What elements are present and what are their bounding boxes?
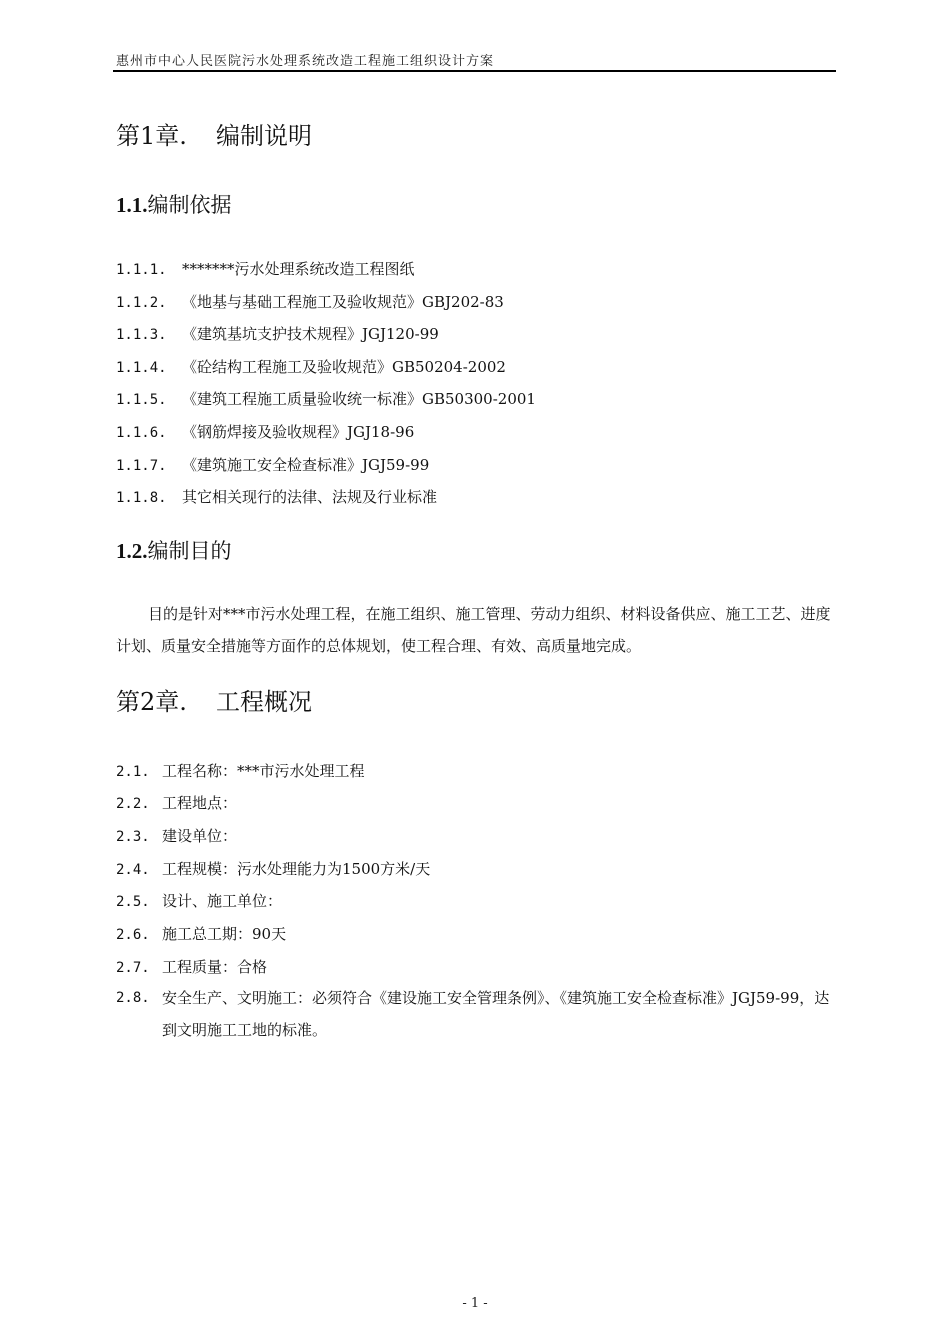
chapter-1-heading xyxy=(116,116,312,151)
item-number: 2.2. xyxy=(116,796,150,812)
item-text: 工程规模：污水处理能力为1500方米/天 xyxy=(162,860,431,878)
item-number: 2.8. xyxy=(116,990,150,1006)
list-item xyxy=(116,956,267,977)
item-number: 1.1.7. xyxy=(116,458,167,474)
chapter-number: 第1章. xyxy=(116,122,187,150)
item-text: 《建筑工程施工质量验收统一标准》GB50300-2001 xyxy=(182,390,536,408)
running-header: 惠州市中心人民医院污水处理系统改造工程施工组织设计方案 xyxy=(116,54,495,69)
item-text: 《建筑基坑支护技术规程》JGJ120-99 xyxy=(182,325,439,343)
item-text: 设计、施工单位： xyxy=(162,892,283,910)
list-item xyxy=(116,356,506,377)
item-number: 2.5. xyxy=(116,894,150,910)
item-number: 2.7. xyxy=(116,960,150,976)
item-text: 工程地点： xyxy=(162,794,238,812)
list-item xyxy=(116,323,439,344)
section-title: 编制目的 xyxy=(147,539,232,563)
list-item xyxy=(116,388,536,409)
item-text: 工程质量：合格 xyxy=(162,958,268,976)
body-paragraph: 目的是针对***市污水处理工程，在施工组织、施工管理、劳动力组织、材料设备供应、施工工艺、进度计划、质量安全措施等方面作的总体规划，使工程合理、有效、高质量地完成。 xyxy=(116,605,831,655)
item-number: 2.4. xyxy=(116,862,150,878)
item-text: 《钢筋焊接及验收规程》JGJ18-96 xyxy=(182,423,415,441)
section-1-1-heading xyxy=(116,189,232,219)
list-item xyxy=(116,792,237,813)
item-text: 工程名称：***市污水处理工程 xyxy=(162,762,365,780)
section-number: 1.2. xyxy=(116,539,148,563)
section-1-2-heading xyxy=(116,535,232,565)
section-title: 编制依据 xyxy=(147,193,232,217)
item-number: 1.1.4. xyxy=(116,360,167,376)
item-number: 1.1.5. xyxy=(116,392,167,408)
section-number: 1.1. xyxy=(116,193,148,217)
list-item xyxy=(116,858,430,879)
chapter-2-heading xyxy=(116,682,312,717)
chapter-title: 编制说明 xyxy=(216,122,312,150)
list-item xyxy=(116,825,237,846)
list-item xyxy=(116,291,504,312)
list-item xyxy=(116,421,414,442)
list-item xyxy=(116,760,365,781)
item-number: 2.3. xyxy=(116,829,150,845)
item-text: 施工总工期：90天 xyxy=(162,925,287,943)
item-text: 《地基与基础工程施工及验收规范》GBJ202-83 xyxy=(182,293,504,311)
item-text: 《砼结构工程施工及验收规范》GB50204-2002 xyxy=(182,358,506,376)
list-item xyxy=(116,486,437,507)
list-item xyxy=(116,923,286,944)
header-rule xyxy=(113,70,836,72)
item-number: 2.1. xyxy=(116,764,150,780)
list-item xyxy=(116,258,415,279)
item-text: 安全生产、文明施工：必须符合《建设施工安全管理条例》、《建筑施工安全检查标准》JGJ59-99，达到文明施工工地的标准。 xyxy=(162,989,830,1039)
item-number: 1.1.1. xyxy=(116,262,167,278)
list-item xyxy=(116,454,429,475)
item-number: 2.6. xyxy=(116,927,150,943)
item-number: 1.1.3. xyxy=(116,327,167,343)
item-number: 1.1.2. xyxy=(116,295,167,311)
chapter-title: 工程概况 xyxy=(216,688,312,716)
item-number: 1.1.8. xyxy=(116,490,167,506)
item-text: *******污水处理系统改造工程图纸 xyxy=(182,260,415,278)
list-item xyxy=(116,982,838,1046)
page-number: - 1 - xyxy=(462,1296,488,1311)
item-text: 《建筑施工安全检查标准》JGJ59-99 xyxy=(182,456,430,474)
item-number: 1.1.6. xyxy=(116,425,167,441)
chapter-number: 第2章. xyxy=(116,688,187,716)
item-text: 其它相关现行的法律、法规及行业标准 xyxy=(182,488,438,506)
list-item xyxy=(116,890,282,911)
item-text: 建设单位： xyxy=(162,827,238,845)
